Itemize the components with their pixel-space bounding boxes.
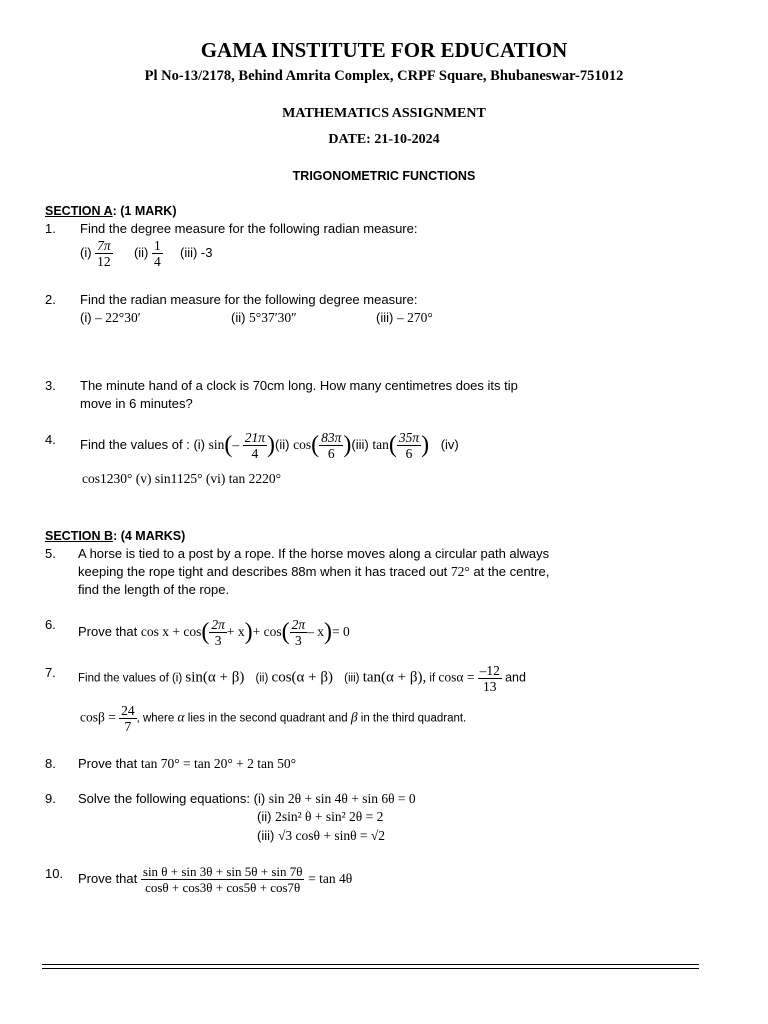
question-text: Find the values of (i) [78,672,183,685]
paren: ) [324,619,333,645]
question-number: 3. [45,378,56,393]
option-label: (iii) [257,828,275,843]
question-number: 4. [45,432,56,447]
angle-value: 72° [450,564,470,579]
question-text: Find the degree measure for the following radian measure: [80,221,418,236]
question-text [78,791,416,807]
expression-part: – x [307,623,325,639]
institute-address: Pl No-13/2178, Behind Amrita Complex, CRPF Square, Bhubaneswar-751012 [144,68,624,84]
expression-part: cos x + cos [140,623,202,639]
question-4-expression [80,430,459,461]
fraction [319,430,343,461]
question-text: Prove that [78,623,138,639]
option-label: (ii) [133,244,149,260]
function-name: sin [208,436,225,452]
question-1-options [80,238,213,269]
expression-part: + x [226,623,245,639]
text-part: , where [136,712,175,725]
option-label: (ii) [275,436,290,452]
paren: ( [224,432,233,458]
text-part: Prove that [78,870,138,886]
expression-part: sin(α + β) [185,669,245,686]
expression-part: tan(α + β), [362,669,427,686]
question-text [78,756,296,772]
footer-rule [42,968,699,969]
expression-part: + cos [252,623,282,639]
option-value: 5°37′30″ [249,310,297,325]
fraction [141,864,305,895]
question-text [78,564,549,580]
symbol: α [177,709,185,725]
question-text: Find the values of : [80,436,190,452]
option-label: (ii) [255,672,269,685]
option-i [80,310,141,326]
text-part: and [505,670,526,685]
question-number: 2. [45,292,56,307]
expression-part: = tan 4θ [308,870,353,886]
symbol: β [350,709,358,725]
denominator: 7 [124,719,132,734]
expression-part: √3 cosθ + sinθ = √2 [277,828,386,843]
numerator: 21π [244,430,266,445]
option-iii [376,310,433,326]
fraction [95,238,113,269]
function-name: cos [293,436,312,452]
fraction [152,238,163,269]
option-label: (iii) [344,672,360,685]
text-part: at the centre, [473,564,550,579]
question-number: 10. [45,866,64,881]
question-text [257,828,385,844]
numerator: 35π [398,430,420,445]
denominator: 4 [251,446,259,461]
paren: ) [421,432,430,458]
question-number: 9. [45,791,56,806]
section-a-title: SECTION A [45,204,113,218]
topic-title: TRIGONOMETRIC FUNCTIONS [292,169,476,183]
question-text [257,809,383,825]
denominator: 3 [214,633,222,648]
denominator: 13 [483,679,497,694]
numerator: 2π [291,617,306,632]
denominator: 6 [327,446,335,461]
question-number: 1. [45,221,56,236]
expression-part: sin 2θ + sin 4θ + sin 6θ = 0 [268,791,416,806]
denominator: 3 [295,633,302,648]
option-label: (i) [80,244,92,260]
sign: – [232,436,240,452]
paren: ) [267,432,276,458]
question-text: move in 6 minutes? [80,396,193,411]
paren: ( [311,432,320,458]
paren: ) [343,432,352,458]
option-label: (i) [193,436,206,452]
function-name: tan [372,436,389,452]
institute-name: GAMA INSTITUTE FOR EDUCATION [200,38,568,62]
paren: ( [201,619,210,645]
fraction [397,430,421,461]
question-number: 6. [45,617,56,632]
option-label: (iv) [440,436,459,452]
numerator: 83π [321,430,342,445]
question-text: cos1230° (v) sin1125° (vi) tan 2220° [82,471,282,486]
section-b-title: SECTION B [45,529,114,543]
section-a-marks: : (1 MARK) [112,204,177,218]
text-part: keeping the rope tight and describes 88m when it has traced out [78,564,448,579]
option-label: (iii) [351,436,369,452]
question-7-expression [78,663,526,694]
section-b-marks: : (4 MARKS) [113,529,186,543]
text-part: if [429,672,436,685]
expression-part: tan 70° = tan 20° + 2 tan 50° [140,756,297,771]
numerator: sin θ + sin 3θ + sin 5θ + sin 7θ [142,864,303,879]
numerator: –12 [479,663,500,678]
denominator: 4 [154,254,161,269]
section-a-heading [45,204,177,218]
text-part: in the third quadrant. [360,712,467,725]
expression-part: 2sin² θ + sin² 2θ = 2 [275,809,384,824]
denominator: 12 [97,254,111,269]
question-6-expression [78,617,350,648]
numerator: 1 [154,238,161,253]
expression-part: = 0 [332,623,350,639]
fraction [119,703,137,734]
fraction [209,617,227,648]
paren: ( [388,432,397,458]
question-text: A horse is tied to a post by a rope. If the horse moves along a circular path always [78,546,550,561]
question-number: 7. [45,665,56,680]
option-label: (i) [80,310,96,325]
section-b-heading [45,529,185,543]
option-ii [231,310,297,326]
fraction [243,430,267,461]
option-label: (ii) [257,809,272,824]
paren: ( [281,619,290,645]
question-number: 5. [45,546,56,561]
question-text: The minute hand of a clock is 70cm long. How many centimetres does its tip [80,378,518,393]
denominator: 6 [405,446,413,461]
numerator: 24 [121,703,135,718]
expression-part: cosβ = [80,709,116,725]
question-10-expression [78,864,352,895]
denominator: cosθ + cos3θ + cos5θ + cos7θ [145,880,301,895]
question-7-line2 [80,703,466,734]
option-value: – 270° [396,310,433,325]
assignment-date: DATE: 21-10-2024 [328,132,440,147]
fraction [290,617,308,648]
option-value: – 22°30′ [95,310,141,325]
expression-part: cos(α + β) [271,669,333,686]
text-part: Prove that [78,756,138,771]
numerator: 7π [97,238,111,253]
assignment-subject: MATHEMATICS ASSIGNMENT [282,106,486,121]
footer-rule [42,964,699,965]
option-label: (iii) -3 [180,244,213,260]
question-number: 8. [45,756,56,771]
question-text: find the length of the rope. [78,582,230,597]
numerator: 2π [211,617,225,632]
option-label: (ii) [231,310,250,325]
fraction [478,663,502,694]
text-part: lies in the second quadrant and [187,712,348,725]
option-label: (iii) [376,310,397,325]
expression-part: cosα = [438,669,475,685]
question-text: Find the radian measure for the following degree measure: [80,292,418,307]
text-part: Solve the following equations: (i) [78,791,266,806]
paren: ) [244,619,253,645]
